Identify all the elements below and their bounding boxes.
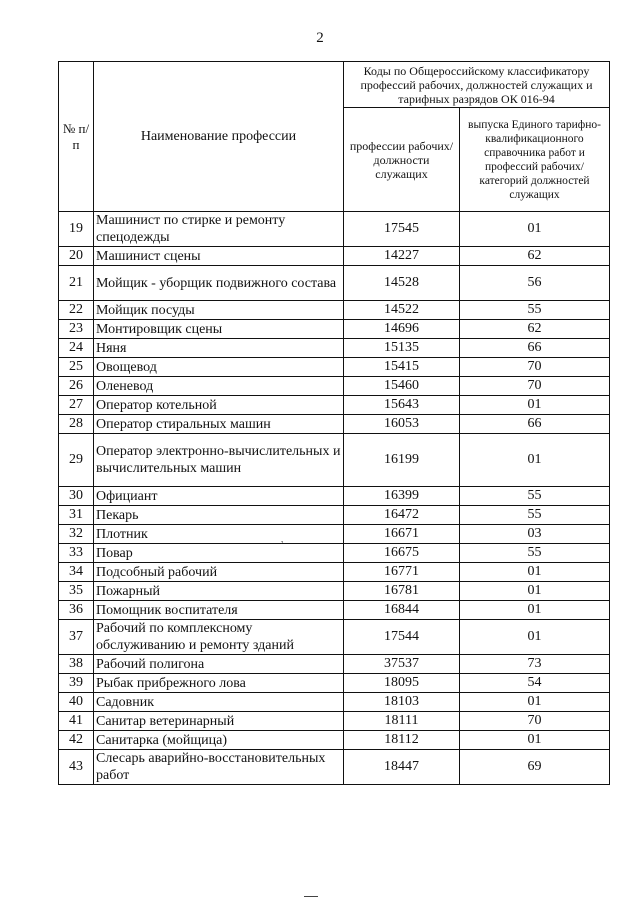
table-row xyxy=(59,750,610,785)
profession-code: 17545 xyxy=(344,212,460,247)
profession-name: Овощевод xyxy=(94,358,344,377)
profession-name: Плотник xyxy=(94,525,344,544)
etks-issue: 56 xyxy=(460,266,610,301)
etks-issue: 55 xyxy=(460,301,610,320)
etks-issue: 66 xyxy=(460,415,610,434)
table-row xyxy=(59,544,610,563)
profession-name: Оператор стиральных машин xyxy=(94,415,344,434)
row-number: 21 xyxy=(59,266,94,301)
profession-name: Слесарь аварийно-восстановительных работ xyxy=(94,750,344,785)
row-number: 27 xyxy=(59,396,94,415)
etks-issue: 62 xyxy=(460,247,610,266)
etks-issue: 70 xyxy=(460,377,610,396)
profession-code: 15643 xyxy=(344,396,460,415)
profession-code: 14528 xyxy=(344,266,460,301)
professions-table xyxy=(58,61,610,785)
table-row xyxy=(59,212,610,247)
etks-issue: 55 xyxy=(460,506,610,525)
row-number: 23 xyxy=(59,320,94,339)
profession-name: Оператор электронно-вычислительных и вычислительных машин xyxy=(94,434,344,487)
etks-issue: 70 xyxy=(460,712,610,731)
profession-code: 17544 xyxy=(344,620,460,655)
profession-name: Подсобный рабочий xyxy=(94,563,344,582)
etks-issue: 01 xyxy=(460,582,610,601)
profession-code: 16472 xyxy=(344,506,460,525)
profession-code: 18112 xyxy=(344,731,460,750)
profession-code: 16671 xyxy=(344,525,460,544)
scan-mark xyxy=(304,896,318,900)
row-number: 40 xyxy=(59,693,94,712)
row-number: 32 xyxy=(59,525,94,544)
table-row xyxy=(59,487,610,506)
table-row xyxy=(59,655,610,674)
table-row xyxy=(59,247,610,266)
row-number: 28 xyxy=(59,415,94,434)
etks-issue: 01 xyxy=(460,396,610,415)
header-etks-issue: выпуска Единого тарифно-квалификационного справочника работ и профессий рабочих/категорий должностей служащих xyxy=(460,108,610,212)
table-row xyxy=(59,320,610,339)
row-number: 31 xyxy=(59,506,94,525)
profession-name: Помощник воспитателя xyxy=(94,601,344,620)
table-row xyxy=(59,674,610,693)
etks-issue: 01 xyxy=(460,620,610,655)
table-row xyxy=(59,731,610,750)
profession-code: 16781 xyxy=(344,582,460,601)
table-header xyxy=(59,62,610,212)
header-classifier-codes: Коды по Общероссийскому классификатору профессий рабочих, должностей служащих и тарифных разрядов ОК 016-94 xyxy=(344,62,610,108)
profession-code: 18111 xyxy=(344,712,460,731)
row-number: 20 xyxy=(59,247,94,266)
table-row xyxy=(59,620,610,655)
header-number: № п/п xyxy=(59,62,94,212)
row-number: 34 xyxy=(59,563,94,582)
profession-code: 14227 xyxy=(344,247,460,266)
profession-name: Официант xyxy=(94,487,344,506)
profession-code: 14696 xyxy=(344,320,460,339)
profession-name: Оленевод xyxy=(94,377,344,396)
table-body xyxy=(59,212,610,785)
profession-code: 18103 xyxy=(344,693,460,712)
row-number: 19 xyxy=(59,212,94,247)
row-number: 22 xyxy=(59,301,94,320)
profession-name: Машинист сцены xyxy=(94,247,344,266)
profession-code: 16399 xyxy=(344,487,460,506)
etks-issue: 01 xyxy=(460,601,610,620)
profession-name: Рабочий по комплексному обслуживанию и ремонту зданий xyxy=(94,620,344,655)
table-row xyxy=(59,563,610,582)
etks-issue: 69 xyxy=(460,750,610,785)
table-row xyxy=(59,506,610,525)
profession-code: 14522 xyxy=(344,301,460,320)
profession-code: 16053 xyxy=(344,415,460,434)
table-row xyxy=(59,339,610,358)
row-number: 37 xyxy=(59,620,94,655)
row-number: 38 xyxy=(59,655,94,674)
table-row xyxy=(59,582,610,601)
profession-code: 16844 xyxy=(344,601,460,620)
profession-name: Санитар ветеринарный xyxy=(94,712,344,731)
row-number: 35 xyxy=(59,582,94,601)
profession-code: 16675 xyxy=(344,544,460,563)
table-row xyxy=(59,358,610,377)
table-row xyxy=(59,266,610,301)
etks-issue: 55 xyxy=(460,544,610,563)
profession-code: 18447 xyxy=(344,750,460,785)
profession-name: Оператор котельной xyxy=(94,396,344,415)
table-row xyxy=(59,601,610,620)
row-number: 42 xyxy=(59,731,94,750)
table-row xyxy=(59,712,610,731)
profession-name: Санитарка (мойщица) xyxy=(94,731,344,750)
profession-name: Рыбак прибрежного лова xyxy=(94,674,344,693)
profession-name: Мойщик - уборщик подвижного состава xyxy=(94,266,344,301)
profession-name: Мойщик посуды xyxy=(94,301,344,320)
table-row xyxy=(59,525,610,544)
table-row xyxy=(59,301,610,320)
table-row xyxy=(59,396,610,415)
profession-name: Пожарный xyxy=(94,582,344,601)
row-number: 24 xyxy=(59,339,94,358)
etks-issue: 01 xyxy=(460,212,610,247)
profession-code: 15460 xyxy=(344,377,460,396)
etks-issue: 01 xyxy=(460,434,610,487)
row-number: 25 xyxy=(59,358,94,377)
row-number: 30 xyxy=(59,487,94,506)
page-number: 2 xyxy=(316,30,324,46)
profession-code: 16199 xyxy=(344,434,460,487)
etks-issue: 01 xyxy=(460,693,610,712)
table-row xyxy=(59,415,610,434)
profession-code: 15415 xyxy=(344,358,460,377)
etks-issue: 70 xyxy=(460,358,610,377)
etks-issue: 03 xyxy=(460,525,610,544)
header-profession-name: Наименование профессии xyxy=(94,62,344,212)
profession-name: Повар xyxy=(94,544,344,563)
profession-name: Няня xyxy=(94,339,344,358)
row-number: 41 xyxy=(59,712,94,731)
etks-issue: 01 xyxy=(460,563,610,582)
row-number: 39 xyxy=(59,674,94,693)
table-row xyxy=(59,693,610,712)
etks-issue: 73 xyxy=(460,655,610,674)
row-number: 26 xyxy=(59,377,94,396)
pen-mark: , xyxy=(281,534,284,544)
row-number: 36 xyxy=(59,601,94,620)
etks-issue: 54 xyxy=(460,674,610,693)
profession-name: Садовник xyxy=(94,693,344,712)
profession-code: 18095 xyxy=(344,674,460,693)
row-number: 29 xyxy=(59,434,94,487)
profession-name: Машинист по стирке и ремонту спецодежды xyxy=(94,212,344,247)
table-row xyxy=(59,377,610,396)
etks-issue: 55 xyxy=(460,487,610,506)
etks-issue: 01 xyxy=(460,731,610,750)
profession-name: Рабочий полигона xyxy=(94,655,344,674)
etks-issue: 62 xyxy=(460,320,610,339)
profession-name: Пекарь xyxy=(94,506,344,525)
profession-code: 16771 xyxy=(344,563,460,582)
profession-name: Монтировщик сцены xyxy=(94,320,344,339)
row-number: 43 xyxy=(59,750,94,785)
profession-code: 15135 xyxy=(344,339,460,358)
table-row xyxy=(59,434,610,487)
profession-code: 37537 xyxy=(344,655,460,674)
header-profession-code: профессии рабочих/ должности служащих xyxy=(344,108,460,212)
row-number: 33 xyxy=(59,544,94,563)
etks-issue: 66 xyxy=(460,339,610,358)
